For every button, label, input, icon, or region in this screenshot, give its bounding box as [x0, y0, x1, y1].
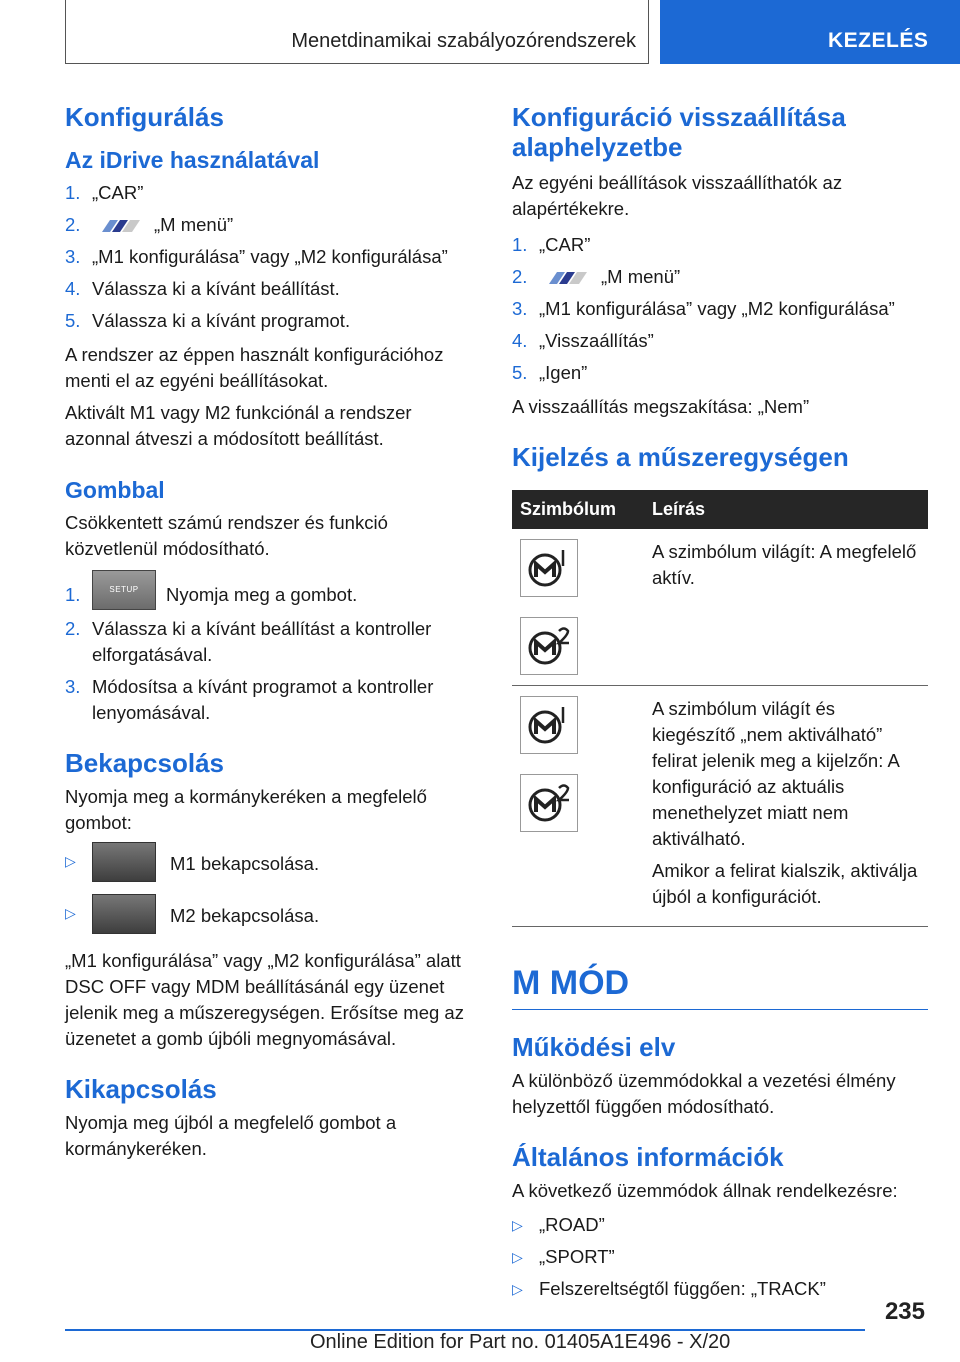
list-item: 5. Válassza ki a kívánt programot.: [65, 310, 351, 331]
table-cell-paragraph: Amikor a felirat kialszik, aktiválja újból a konfigurációt.: [652, 860, 918, 907]
paragraph: A rendszer az éppen használt konfigurációhoz menti el az egyéni beállításokat.: [65, 344, 444, 391]
switch-on-list: [65, 848, 477, 934]
button-steps: [65, 582, 477, 726]
list-item: 2. „M menü”: [512, 266, 681, 287]
paragraph: A visszaállítás megszakítása: „Nem”: [512, 396, 810, 417]
page-number: 235: [884, 1298, 925, 1325]
header-section-title: Menetdinamikai szabályozórendszerek: [291, 30, 636, 52]
triangle-icon: ▷: [65, 905, 76, 922]
right-column: [512, 96, 928, 1310]
table-cell-paragraph: A szimbólum világít és kiegészítő „nem aktiválható” felirat jelenik meg a kijelzőn: A konfiguráció az aktuális menethelyzet miatt nem aktiválható.: [652, 698, 899, 849]
m-stripes-icon: [545, 271, 589, 285]
heading-reset: Konfiguráció visszaállítása alaphelyzetbe: [512, 102, 846, 162]
heading-button: Gombbal: [65, 477, 165, 503]
m1-button-icon: [92, 842, 156, 882]
list-item: 3. „M1 konfigurálása” vagy „M2 konfigurálása”: [65, 246, 448, 267]
list-item: 1. „CAR”: [512, 234, 591, 255]
list-item: 3. „M1 konfigurálása” vagy „M2 konfigurálása”: [512, 298, 895, 319]
table-header-symbol: Szimbólum: [512, 490, 644, 529]
paragraph: Nyomja meg a kormánykeréken a megfelelő gombot:: [65, 786, 427, 834]
header-chapter-title: KEZELÉS: [828, 29, 929, 52]
list-item: 1. SETUP Nyomja meg a gombot.: [65, 582, 477, 610]
m2-warning-symbol-icon: [520, 774, 578, 832]
triangle-icon: ▷: [512, 1281, 523, 1297]
triangle-icon: ▷: [512, 1249, 523, 1265]
table-row: [512, 529, 928, 686]
list-item: ▷ M1 bekapcsolása.: [65, 848, 477, 882]
list-item: 4. „Visszaállítás”: [512, 330, 654, 351]
setup-button-icon: SETUP: [92, 570, 156, 610]
paragraph: Aktivált M1 vagy M2 funkciónál a rendszer azonnal átveszi a módosított beállítást.: [65, 402, 412, 449]
m2-symbol-icon: [520, 617, 578, 675]
list-item: 1. „CAR”: [65, 182, 144, 203]
list-item: ▷ „SPORT”: [512, 1244, 928, 1270]
m1-symbol-icon: [520, 539, 578, 597]
m1-warning-symbol-icon: [520, 696, 578, 754]
m-stripes-icon: [98, 219, 142, 233]
header-chapter-tab: [660, 0, 960, 64]
idrive-steps: [65, 180, 477, 334]
paragraph: „M1 konfigurálása” vagy „M2 konfigurálása” alatt DSC OFF vagy MDM beállításánál egy üzenet jelenik meg a műszeregységen. Erősítse meg az üzenetet a gomb újbóli megnyomásával.: [65, 950, 464, 1050]
triangle-icon: ▷: [65, 853, 76, 870]
paragraph: A következő üzemmódok állnak rendelkezésre:: [512, 1180, 898, 1201]
list-item: ▷ Felszereltségtől függően: „TRACK”: [512, 1276, 928, 1302]
heading-m-mode: M MÓD: [512, 963, 928, 1010]
table-row: [512, 686, 928, 927]
heading-idrive: Az iDrive használatával: [65, 147, 320, 173]
footer-edition-text: Online Edition for Part no. 01405A1E496 - X/20: [310, 1331, 731, 1353]
triangle-icon: ▷: [512, 1217, 523, 1233]
heading-switch-off: Kikapcsolás: [65, 1074, 217, 1105]
reset-steps: [512, 232, 928, 386]
header-section-box: [65, 0, 649, 64]
left-column: [65, 96, 477, 1168]
heading-switch-on: Bekapcsolás: [65, 748, 224, 779]
list-item: ▷ „ROAD”: [512, 1212, 928, 1238]
heading-general-info: Általános információk: [512, 1142, 784, 1172]
table-header-description: Leírás: [644, 490, 928, 529]
paragraph: A különböző üzemmódokkal a vezetési élmény helyzettől függően módosítható.: [512, 1070, 896, 1117]
heading-principle: Működési elv: [512, 1032, 676, 1062]
paragraph: Az egyéni beállítások visszaállíthatók az alapértékekre.: [512, 172, 843, 219]
m2-button-icon: [92, 894, 156, 934]
list-item: 5. „Igen”: [512, 362, 588, 383]
paragraph: Csökkentett számú rendszer és funkció közvetlenül módosítható.: [65, 512, 388, 559]
mode-list: [512, 1212, 928, 1302]
table-cell: A szimbólum világít: A megfelelő aktív.: [644, 529, 928, 686]
paragraph: Nyomja meg újból a megfelelő gombot a kormánykeréken.: [65, 1112, 397, 1160]
symbol-table: [512, 490, 928, 927]
list-item: 2. Válassza ki a kívánt beállítást a kontroller elforgatásával.: [65, 618, 432, 666]
heading-display: Kijelzés a műszeregységen: [512, 442, 849, 472]
list-item: 4. Válassza ki a kívánt beállítást.: [65, 278, 340, 299]
list-item: 3. Módosítsa a kívánt programot a kontroller lenyomásával.: [65, 676, 434, 724]
list-item: ▷ M2 bekapcsolása.: [65, 900, 477, 934]
heading-configuration: Konfigurálás: [65, 102, 224, 132]
list-item: 2. „M menü”: [65, 214, 234, 235]
